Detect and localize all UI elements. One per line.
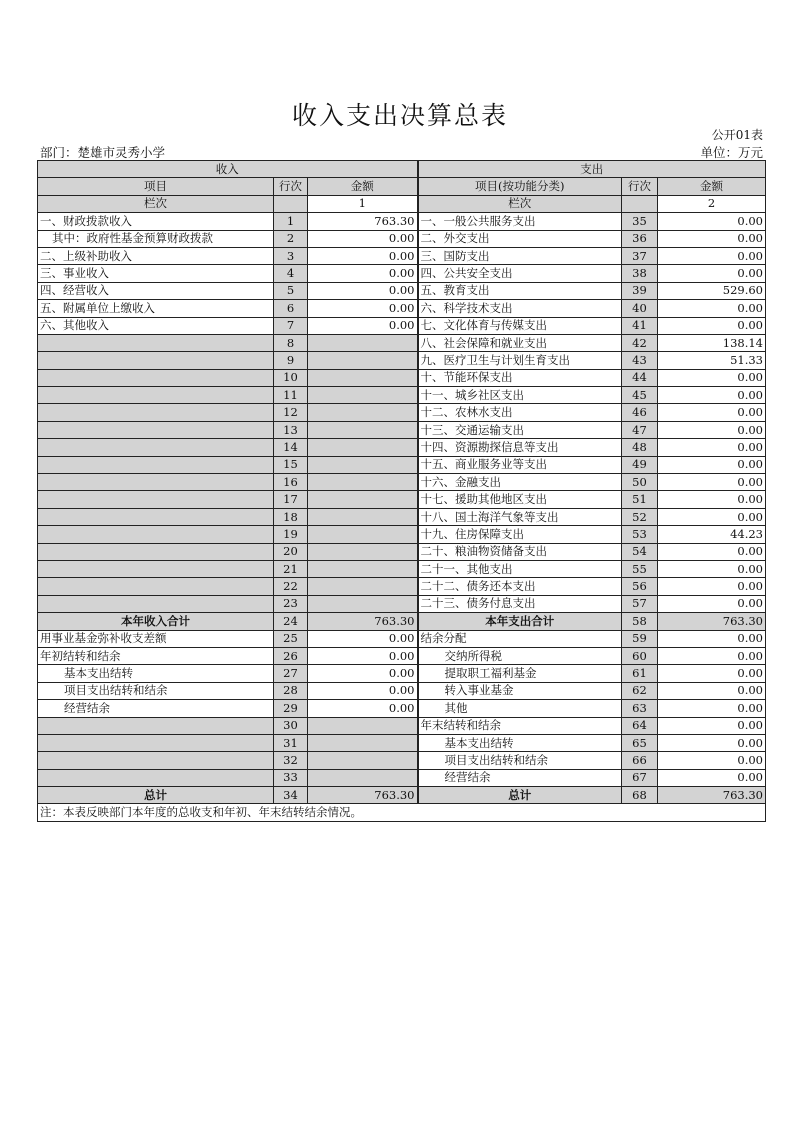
expense-item-cell: 三、国防支出 [418,247,622,264]
expense-line-cell: 62 [622,682,658,699]
expense-amount-cell: 0.00 [658,387,766,404]
table-row [38,734,766,751]
income-amount-cell: 0.00 [308,300,418,317]
expense-line-cell: 66 [622,752,658,769]
expense-amount-header: 金额 [658,178,766,195]
expense-line-cell: 49 [622,456,658,473]
income-line-cell: 17 [274,491,308,508]
expense-line-cell: 45 [622,387,658,404]
expense-amount-cell: 763.30 [658,787,766,804]
expense-column-index: 2 [658,195,766,212]
table-row [38,213,766,230]
income-amount-cell [308,560,418,577]
income-line-cell: 28 [274,682,308,699]
income-amount-cell [308,734,418,751]
income-line-cell: 13 [274,421,308,438]
income-line-cell: 30 [274,717,308,734]
income-amount-cell: 0.00 [308,630,418,647]
income-header: 收入 [38,161,418,178]
expense-item-cell: 十三、交通运输支出 [418,421,622,438]
expense-line-blank [622,195,658,212]
income-line-cell: 29 [274,700,308,717]
income-amount-cell: 0.00 [308,700,418,717]
income-amount-cell [308,578,418,595]
income-item-cell [38,421,274,438]
expense-line-cell: 36 [622,230,658,247]
income-item-cell [38,578,274,595]
expense-line-cell: 46 [622,404,658,421]
income-amount-cell [308,543,418,560]
expense-amount-cell: 0.00 [658,665,766,682]
income-amount-cell: 0.00 [308,230,418,247]
income-line-cell: 7 [274,317,308,334]
expense-line-cell: 57 [622,595,658,612]
expense-line-cell: 63 [622,700,658,717]
header-row-column-index [38,195,766,212]
income-amount-cell: 763.30 [308,787,418,804]
expense-line-cell: 68 [622,787,658,804]
income-line-cell: 5 [274,282,308,299]
table-row [38,665,766,682]
income-amount-header: 金额 [308,178,418,195]
expense-line-cell: 50 [622,474,658,491]
expense-item-cell: 十、节能环保支出 [418,369,622,386]
income-amount-cell [308,334,418,351]
table-row [38,717,766,734]
income-item-cell: 本年收入合计 [38,613,274,630]
expense-item-cell: 经营结余 [418,769,622,786]
income-line-cell: 6 [274,300,308,317]
income-item-cell [38,752,274,769]
income-line-cell: 15 [274,456,308,473]
table-row [38,508,766,525]
income-item-cell [38,734,274,751]
table-row [38,578,766,595]
income-line-cell: 21 [274,560,308,577]
expense-amount-cell: 0.00 [658,456,766,473]
expense-item-cell: 九、医疗卫生与计划生育支出 [418,352,622,369]
income-expense-table [37,160,766,822]
income-item-cell [38,474,274,491]
table-row [38,474,766,491]
table-row [38,334,766,351]
expense-item-cell: 二十三、债务付息支出 [418,595,622,612]
expense-line-cell: 55 [622,560,658,577]
expense-item-cell: 十九、住房保障支出 [418,526,622,543]
expense-item-cell: 年末结转和结余 [418,717,622,734]
income-line-cell: 10 [274,369,308,386]
expense-item-cell: 八、社会保障和就业支出 [418,334,622,351]
income-line-cell: 1 [274,213,308,230]
expense-item-cell: 二十一、其他支出 [418,560,622,577]
table-row [38,560,766,577]
expense-item-cell: 五、教育支出 [418,282,622,299]
income-amount-cell: 0.00 [308,647,418,664]
income-item-cell: 五、附属单位上缴收入 [38,300,274,317]
income-line-cell: 24 [274,613,308,630]
income-item-cell: 三、事业收入 [38,265,274,282]
expense-amount-cell: 0.00 [658,474,766,491]
income-line-cell: 23 [274,595,308,612]
income-amount-cell [308,421,418,438]
expense-item-header: 项目(按功能分类) [418,178,622,195]
expense-amount-cell: 0.00 [658,595,766,612]
income-amount-cell [308,352,418,369]
income-amount-cell [308,508,418,525]
income-amount-cell: 0.00 [308,282,418,299]
report-title: 收入支出决算总表 [291,101,508,130]
income-item-cell: 经营结余 [38,700,274,717]
expense-line-cell: 59 [622,630,658,647]
expense-line-cell: 40 [622,300,658,317]
income-line-cell: 12 [274,404,308,421]
income-item-cell: 六、其他收入 [38,317,274,334]
income-column-index: 1 [308,195,418,212]
expense-item-cell: 十四、资源勘探信息等支出 [418,439,622,456]
table-row [38,543,766,560]
expense-amount-cell: 0.00 [658,230,766,247]
table-row [38,630,766,647]
income-amount-cell [308,404,418,421]
expense-amount-cell: 0.00 [658,439,766,456]
expense-item-cell: 总计 [418,787,622,804]
expense-amount-cell: 0.00 [658,404,766,421]
expense-line-cell: 44 [622,369,658,386]
table-row [38,787,766,804]
income-item-cell: 基本支出结转 [38,665,274,682]
income-item-cell [38,595,274,612]
expense-item-cell: 提取职工福利基金 [418,665,622,682]
note-row [38,804,766,821]
income-amount-cell: 0.00 [308,265,418,282]
table-row [38,526,766,543]
income-line-cell: 19 [274,526,308,543]
income-line-cell: 16 [274,474,308,491]
income-line-cell: 18 [274,508,308,525]
expense-line-cell: 61 [622,665,658,682]
income-item-cell [38,387,274,404]
table-row [38,300,766,317]
expense-amount-cell: 529.60 [658,282,766,299]
expense-line-cell: 58 [622,613,658,630]
expense-line-cell: 64 [622,717,658,734]
income-item-cell [38,352,274,369]
income-line-cell: 4 [274,265,308,282]
expense-item-cell: 十二、农林水支出 [418,404,622,421]
unit-label: 单位：万元 [700,145,763,160]
income-line-cell: 8 [274,334,308,351]
expense-amount-cell: 0.00 [658,560,766,577]
table-row [38,700,766,717]
income-item-cell: 其中：政府性基金预算财政拨款 [38,230,274,247]
income-item-cell [38,491,274,508]
table-row [38,387,766,404]
income-line-cell: 22 [274,578,308,595]
income-item-cell [38,717,274,734]
income-amount-cell: 0.00 [308,665,418,682]
expense-line-cell: 51 [622,491,658,508]
table-row [38,247,766,264]
income-amount-cell [308,595,418,612]
expense-line-cell: 37 [622,247,658,264]
table-row [38,769,766,786]
expense-amount-cell: 0.00 [658,421,766,438]
income-line-blank [274,195,308,212]
income-amount-cell [308,526,418,543]
table-row [38,317,766,334]
income-item-cell [38,369,274,386]
expense-item-cell: 十六、金融支出 [418,474,622,491]
expense-header: 支出 [418,161,766,178]
expense-line-cell: 43 [622,352,658,369]
expense-amount-cell: 0.00 [658,508,766,525]
expense-line-cell: 60 [622,647,658,664]
expense-item-cell: 本年支出合计 [418,613,622,630]
expense-item-cell: 二十、粮油物资储备支出 [418,543,622,560]
expense-line-cell: 53 [622,526,658,543]
income-amount-cell [308,752,418,769]
expense-item-cell: 六、科学技术支出 [418,300,622,317]
expense-item-cell: 二十二、债务还本支出 [418,578,622,595]
table-row [38,352,766,369]
income-column-label: 栏次 [38,195,274,212]
income-line-cell: 9 [274,352,308,369]
expense-item-cell: 十八、国土海洋气象等支出 [418,508,622,525]
expense-item-cell: 七、文化体育与传媒支出 [418,317,622,334]
income-amount-cell: 0.00 [308,682,418,699]
expense-line-cell: 56 [622,578,658,595]
income-item-cell [38,334,274,351]
expense-item-cell: 其他 [418,700,622,717]
table-row [38,752,766,769]
expense-amount-cell: 0.00 [658,700,766,717]
income-item-cell [38,508,274,525]
expense-column-label: 栏次 [418,195,622,212]
expense-item-cell: 基本支出结转 [418,734,622,751]
expense-line-cell: 47 [622,421,658,438]
table-code: 公开01表 [711,128,763,142]
income-item-cell: 四、经营收入 [38,282,274,299]
expense-line-header: 行次 [622,178,658,195]
table-row [38,230,766,247]
table-row [38,439,766,456]
income-item-header: 项目 [38,178,274,195]
expense-item-cell: 项目支出结转和结余 [418,752,622,769]
expense-line-cell: 54 [622,543,658,560]
income-amount-cell: 0.00 [308,317,418,334]
expense-item-cell: 二、外交支出 [418,230,622,247]
income-amount-cell [308,474,418,491]
income-line-cell: 11 [274,387,308,404]
income-line-cell: 3 [274,247,308,264]
expense-line-cell: 35 [622,213,658,230]
table-row [38,613,766,630]
income-amount-cell: 763.30 [308,613,418,630]
expense-amount-cell: 0.00 [658,647,766,664]
income-amount-cell: 0.00 [308,247,418,264]
expense-amount-cell: 0.00 [658,247,766,264]
income-line-cell: 26 [274,647,308,664]
table-row [38,282,766,299]
income-amount-cell [308,769,418,786]
expense-line-cell: 38 [622,265,658,282]
expense-line-cell: 42 [622,334,658,351]
income-line-cell: 14 [274,439,308,456]
expense-line-cell: 41 [622,317,658,334]
income-item-cell: 一、财政拨款收入 [38,213,274,230]
table-row [38,404,766,421]
income-line-cell: 25 [274,630,308,647]
expense-amount-cell: 0.00 [658,578,766,595]
expense-amount-cell: 0.00 [658,769,766,786]
expense-amount-cell: 0.00 [658,317,766,334]
income-item-cell [38,543,274,560]
income-amount-cell [308,717,418,734]
expense-amount-cell: 138.14 [658,334,766,351]
income-item-cell: 年初结转和结余 [38,647,274,664]
table-row [38,595,766,612]
expense-item-cell: 十一、城乡社区支出 [418,387,622,404]
income-item-cell [38,439,274,456]
income-line-cell: 33 [274,769,308,786]
expense-amount-cell: 51.33 [658,352,766,369]
income-item-cell [38,560,274,577]
expense-item-cell: 一、一般公共服务支出 [418,213,622,230]
income-line-cell: 20 [274,543,308,560]
income-item-cell: 用事业基金弥补收支差额 [38,630,274,647]
table-row [38,682,766,699]
table-note: 注：本表反映部门本年度的总收支和年初、年末结转结余情况。 [38,804,766,821]
income-amount-cell: 763.30 [308,213,418,230]
expense-item-cell: 转入事业基金 [418,682,622,699]
income-item-cell: 项目支出结转和结余 [38,682,274,699]
income-amount-cell [308,387,418,404]
expense-amount-cell: 0.00 [658,752,766,769]
expense-item-cell: 交纳所得税 [418,647,622,664]
table-row [38,265,766,282]
table-row [38,647,766,664]
expense-amount-cell: 0.00 [658,213,766,230]
income-amount-cell [308,491,418,508]
header-row-columns [38,178,766,195]
income-amount-cell [308,439,418,456]
expense-amount-cell: 0.00 [658,300,766,317]
expense-item-cell: 十七、援助其他地区支出 [418,491,622,508]
income-item-cell: 二、上级补助收入 [38,247,274,264]
income-item-cell [38,769,274,786]
expense-line-cell: 52 [622,508,658,525]
expense-amount-cell: 0.00 [658,369,766,386]
income-line-cell: 34 [274,787,308,804]
department-label: 部门：楚雄市灵秀小学 [40,145,166,160]
expense-amount-cell: 44.23 [658,526,766,543]
income-item-cell [38,404,274,421]
expense-line-cell: 65 [622,734,658,751]
expense-line-cell: 67 [622,769,658,786]
expense-amount-cell: 0.00 [658,717,766,734]
table-row [38,491,766,508]
income-line-cell: 32 [274,752,308,769]
expense-line-cell: 39 [622,282,658,299]
expense-amount-cell: 0.00 [658,265,766,282]
expense-amount-cell: 0.00 [658,543,766,560]
income-item-cell [38,526,274,543]
table-row [38,421,766,438]
expense-line-cell: 48 [622,439,658,456]
header-row-section [38,161,766,178]
income-amount-cell [308,369,418,386]
expense-amount-cell: 0.00 [658,734,766,751]
expense-amount-cell: 0.00 [658,491,766,508]
expense-item-cell: 结余分配 [418,630,622,647]
income-item-cell: 总计 [38,787,274,804]
table-row [38,369,766,386]
income-line-header: 行次 [274,178,308,195]
income-line-cell: 31 [274,734,308,751]
expense-amount-cell: 0.00 [658,630,766,647]
income-amount-cell [308,456,418,473]
table-row [38,456,766,473]
income-line-cell: 27 [274,665,308,682]
income-item-cell [38,456,274,473]
expense-amount-cell: 0.00 [658,682,766,699]
expense-item-cell: 四、公共安全支出 [418,265,622,282]
expense-item-cell: 十五、商业服务业等支出 [418,456,622,473]
income-line-cell: 2 [274,230,308,247]
expense-amount-cell: 763.30 [658,613,766,630]
